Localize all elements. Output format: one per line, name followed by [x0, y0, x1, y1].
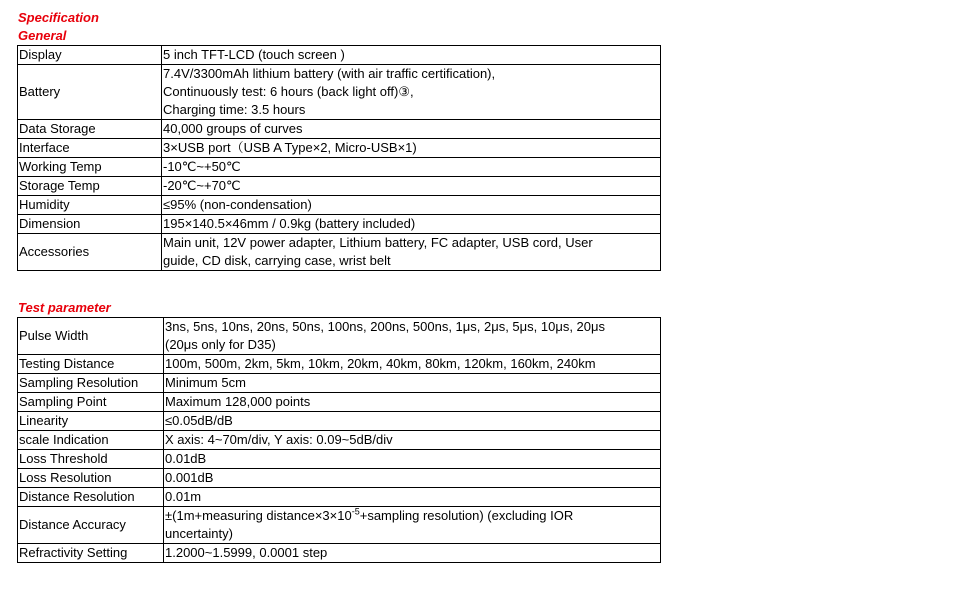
spec-value: [164, 488, 661, 507]
table-row: [18, 431, 661, 450]
spec-value-line: uncertainty): [165, 526, 233, 541]
table-row: [18, 196, 661, 215]
spec-value: [162, 158, 661, 177]
spec-value-line: (20μs only for D35): [165, 337, 276, 352]
spec-value: [164, 412, 661, 431]
spec-label: Sampling Resolution: [18, 374, 164, 393]
table-row: [18, 450, 661, 469]
table-row: [18, 158, 661, 177]
table-row: [18, 65, 661, 120]
spec-value-line: [165, 507, 659, 525]
spec-value-line: X axis: 4~70m/div, Y axis: 0.09~5dB/div: [165, 432, 393, 447]
spec-value-line: 1.2000~1.5999, 0.0001 step: [165, 545, 328, 560]
table-row: [18, 507, 661, 544]
table-row: [18, 318, 661, 355]
table-row: [18, 544, 661, 563]
spec-label: Storage Temp: [18, 177, 162, 196]
spec-label: Interface: [18, 139, 162, 158]
table-row: [18, 393, 661, 412]
accuracy-text-after: +sampling resolution) (excluding IOR: [359, 508, 574, 523]
spec-value-line: ≤0.05dB/dB: [165, 413, 233, 428]
test-parameter-table: [17, 317, 661, 563]
spec-label: Distance Resolution: [18, 488, 164, 507]
table-row: [18, 412, 661, 431]
general-heading: General: [18, 28, 67, 43]
spec-value: [164, 450, 661, 469]
spec-value: [162, 177, 661, 196]
spec-value: [164, 318, 661, 355]
spec-value-line: 40,000 groups of curves: [163, 121, 303, 136]
table-row: [18, 177, 661, 196]
spec-value: [164, 355, 661, 374]
table-row: [18, 215, 661, 234]
spec-value-line: Main unit, 12V power adapter, Lithium battery, FC adapter, USB cord, User: [163, 235, 593, 250]
spec-value: [164, 507, 661, 544]
table-row: [18, 374, 661, 393]
table-row: [18, 46, 661, 65]
spec-value-line: 5 inch TFT-LCD (touch screen ): [163, 47, 345, 62]
general-spec-table: [17, 45, 661, 271]
spec-value: [162, 215, 661, 234]
accuracy-text-before: ±(1m+measuring distance×3×10: [165, 508, 352, 523]
spec-value-line: 0.001dB: [165, 470, 214, 485]
spec-value-line: 0.01dB: [165, 451, 207, 466]
spec-value-line: 3ns, 5ns, 10ns, 20ns, 50ns, 100ns, 200ns, 500ns, 1μs, 2μs, 5μs, 10μs, 20μs: [165, 319, 605, 334]
spec-label: Battery: [18, 65, 162, 120]
spec-value-line: Maximum 128,000 points: [165, 394, 311, 409]
spec-value-line: 3×USB port（USB A Type×2, Micro-USB×1): [163, 140, 417, 155]
spec-value: [164, 393, 661, 412]
spec-label: Working Temp: [18, 158, 162, 177]
spec-value-line: 7.4V/3300mAh lithium battery (with air traffic certification),: [163, 66, 496, 81]
spec-value: [164, 374, 661, 393]
table-row: [18, 120, 661, 139]
spec-value: [162, 196, 661, 215]
accuracy-exponent: -5: [351, 506, 360, 517]
table-row: [18, 234, 661, 271]
spec-label: Linearity: [18, 412, 164, 431]
table-row: [18, 355, 661, 374]
spec-value-line: Continuously test: 6 hours (back light off)③,: [163, 84, 414, 99]
spec-value-line: 0.01m: [165, 489, 202, 504]
spec-label: Humidity: [18, 196, 162, 215]
spec-label: Display: [18, 46, 162, 65]
spec-value-line: -10℃~+50℃: [163, 159, 241, 174]
spec-value: [164, 431, 661, 450]
spec-label: Testing Distance: [18, 355, 164, 374]
spec-value-line: -20℃~+70℃: [163, 178, 241, 193]
spec-label: Refractivity Setting: [18, 544, 164, 563]
test-parameter-heading: Test parameter: [18, 300, 111, 315]
specification-heading: Specification: [18, 10, 99, 25]
spec-label: Loss Threshold: [18, 450, 164, 469]
spec-label: Accessories: [18, 234, 162, 271]
spec-value: [162, 120, 661, 139]
spec-label: Data Storage: [18, 120, 162, 139]
table-row: [18, 139, 661, 158]
spec-value: [162, 46, 661, 65]
table-row: [18, 469, 661, 488]
spec-value: [162, 139, 661, 158]
spec-label: Loss Resolution: [18, 469, 164, 488]
spec-label: scale Indication: [18, 431, 164, 450]
spec-value: [162, 65, 661, 120]
spec-label: Distance Accuracy: [18, 507, 164, 544]
spec-value-line: guide, CD disk, carrying case, wrist belt: [163, 253, 391, 268]
spec-value-line: ≤95% (non-condensation): [163, 197, 312, 212]
spec-value-line: 195×140.5×46mm / 0.9kg (battery included): [163, 216, 416, 231]
spec-value: [162, 234, 661, 271]
spec-value-line: 100m, 500m, 2km, 5km, 10km, 20km, 40km, 80km, 120km, 160km, 240km: [165, 356, 596, 371]
spec-label: Dimension: [18, 215, 162, 234]
spec-value-line: Minimum 5cm: [165, 375, 246, 390]
table-row: [18, 488, 661, 507]
spec-label: Pulse Width: [18, 318, 164, 355]
spec-value: [164, 469, 661, 488]
spec-label: Sampling Point: [18, 393, 164, 412]
spec-value-line: Charging time: 3.5 hours: [163, 102, 306, 117]
spec-value: [164, 544, 661, 563]
